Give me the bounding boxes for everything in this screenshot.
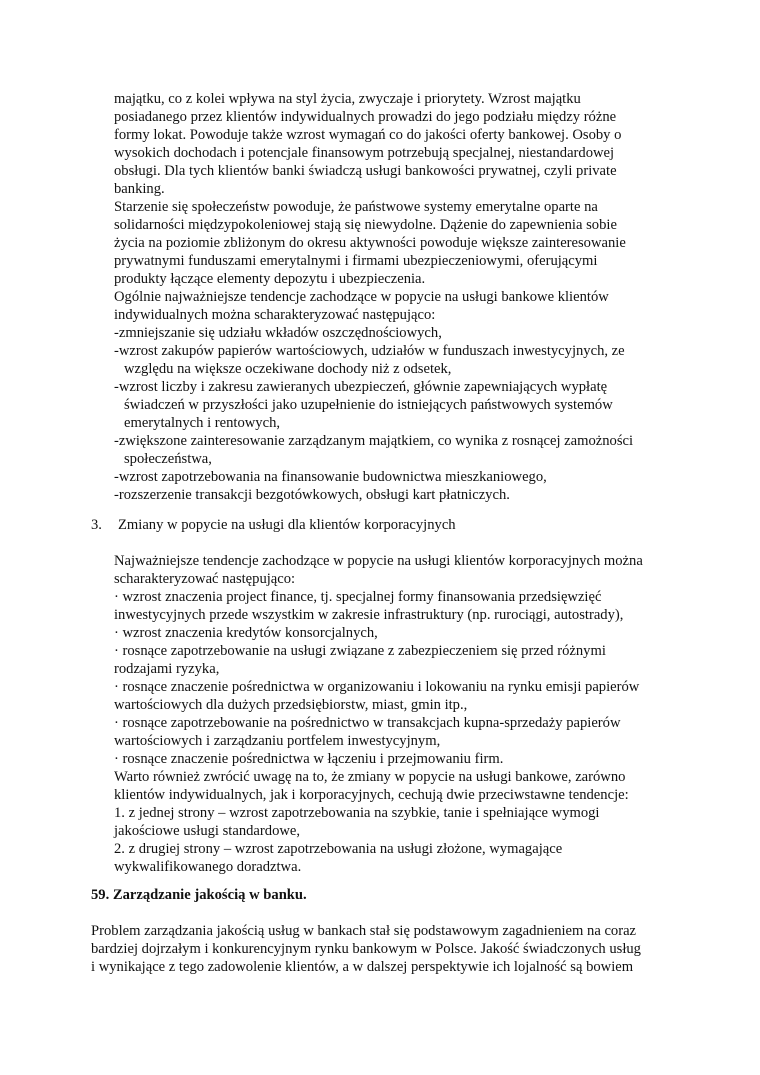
- chapter-heading: 59. Zarządzanie jakością w banku.: [91, 887, 307, 903]
- list-item: -zmniejszanie się udziału wkładów oszczędnościowych,: [114, 325, 442, 341]
- paragraph-line: indywidualnych można scharakteryzować następująco:: [114, 307, 436, 323]
- bullet-item-continuation: wartościowych i zarządzaniu portfelem inwestycyjnym,: [114, 733, 441, 749]
- list-item: -wzrost zakupów papierów wartościowych, udziałów w funduszach inwestycyjnych, ze: [114, 343, 625, 359]
- bullet-item-continuation: wartościowych dla dużych przedsiębiorstw, miast, gmin itp.,: [114, 697, 468, 713]
- paragraph-line: prywatnymi funduszami emerytalnymi i firmami ubezpieczeniowymi, oferującymi: [114, 253, 598, 269]
- paragraph-line: wysokich dochodach i potencjale finansowym potrzebują specjalnej, niestandardowej: [114, 145, 615, 161]
- paragraph-line: scharakteryzować następująco:: [114, 571, 296, 587]
- paragraph-line: majątku, co z kolei wpływa na styl życia, zwyczaje i priorytety. Wzrost majątku: [114, 91, 581, 107]
- bullet-item: · wzrost znaczenia kredytów konsorcjalnych,: [114, 625, 378, 641]
- bullet-item: · rosnące znaczenie pośrednictwa w organizowaniu i lokowaniu na rynku emisji papierów: [114, 679, 640, 695]
- paragraph-line: posiadanego przez klientów indywidualnych prowadzi do jego podziału między różne: [114, 109, 617, 125]
- numbered-item: 1. z jednej strony – wzrost zapotrzebowania na szybkie, tanie i spełniające wymogi: [114, 805, 600, 821]
- numbered-item-continuation: jakościowe usługi standardowe,: [114, 823, 301, 839]
- list-item-continuation: społeczeństwa,: [124, 451, 212, 467]
- list-item: -zwiększone zainteresowanie zarządzanym majątkiem, co wynika z rosnącej zamożności: [114, 433, 634, 449]
- bullet-item: · rosnące znaczenie pośrednictwa w łączeniu i przejmowaniu firm.: [114, 751, 504, 767]
- bullet-item: · rosnące zapotrzebowanie na pośrednictwo w transakcjach kupna-sprzedaży papierów: [114, 715, 621, 731]
- list-item-continuation: świadczeń w przyszłości jako uzupełnienie do istniejących państwowych systemów: [124, 397, 613, 413]
- list-item: -wzrost zapotrzebowania na finansowanie budownictwa mieszkaniowego,: [114, 469, 547, 485]
- paragraph-line: Starzenie się społeczeństw powoduje, że państwowe systemy emerytalne oparte na: [114, 199, 598, 215]
- list-item: -rozszerzenie transakcji bezgotówkowych, obsługi kart płatniczych.: [114, 487, 510, 503]
- paragraph-line: Ogólnie najważniejsze tendencje zachodzące w popycie na usługi bankowe klientów: [114, 289, 609, 305]
- paragraph-line: banking.: [114, 181, 165, 197]
- paragraph-line: Warto również zwrócić uwagę na to, że zmiany w popycie na usługi bankowe, zarówno: [114, 769, 626, 785]
- section-number: 3.: [91, 517, 102, 533]
- list-item-continuation: względu na większe oczekiwane dochody niż z odsetek,: [124, 361, 452, 377]
- paragraph-line: Najważniejsze tendencje zachodzące w popycie na usługi klientów korporacyjnych można: [114, 553, 643, 569]
- paragraph-line: bardziej dojrzałym i konkurencyjnym rynku bankowym w Polsce. Jakość świadczonych usług: [91, 941, 641, 957]
- numbered-item-continuation: wykwalifikowanego doradztwa.: [114, 859, 302, 875]
- bullet-item: · wzrost znaczenia project finance, tj. specjalnej formy finansowania przedsięwzięć: [114, 589, 602, 605]
- paragraph-line: życia na poziomie zbliżonym do okresu aktywności powoduje większe zainteresowanie: [114, 235, 626, 251]
- list-item: -wzrost liczby i zakresu zawieranych ubezpieczeń, głównie zapewniających wypłatę: [114, 379, 608, 395]
- paragraph-line: obsługi. Dla tych klientów banki świadczą usługi bankowości prywatnej, czyli private: [114, 163, 617, 179]
- paragraph-line: solidarności międzypokoleniowej stają się niewydolne. Dążenie do zapewnienia sobie: [114, 217, 617, 233]
- section-title: Zmiany w popycie na usługi dla klientów korporacyjnych: [118, 517, 456, 533]
- numbered-item: 2. z drugiej strony – wzrost zapotrzebowania na usługi złożone, wymagające: [114, 841, 563, 857]
- paragraph-line: Problem zarządzania jakością usług w bankach stał się podstawowym zagadnieniem na coraz: [91, 923, 637, 939]
- bullet-item: · rosnące zapotrzebowanie na usługi związane z zabezpieczeniem się przed różnymi: [114, 643, 606, 659]
- paragraph-line: produkty łączące elementy depozytu i ubezpieczenia.: [114, 271, 426, 287]
- paragraph-line: i wynikające z tego zadowolenie klientów, a w dalszej perspektywie ich lojalność są bowiem: [91, 959, 634, 975]
- paragraph-line: formy lokat. Powoduje także wzrost wymagań co do jakości oferty bankowej. Osoby o: [114, 127, 622, 143]
- paragraph-line: klientów indywidualnych, jak i korporacyjnych, cechują dwie przeciwstawne tendencje:: [114, 787, 629, 803]
- list-item-continuation: emerytalnych i rentowych,: [124, 415, 281, 431]
- bullet-item-continuation: inwestycyjnych przede wszystkim w zakresie infrastruktury (np. rurociągi, autostrady),: [114, 607, 624, 623]
- bullet-item-continuation: rodzajami ryzyka,: [114, 661, 220, 677]
